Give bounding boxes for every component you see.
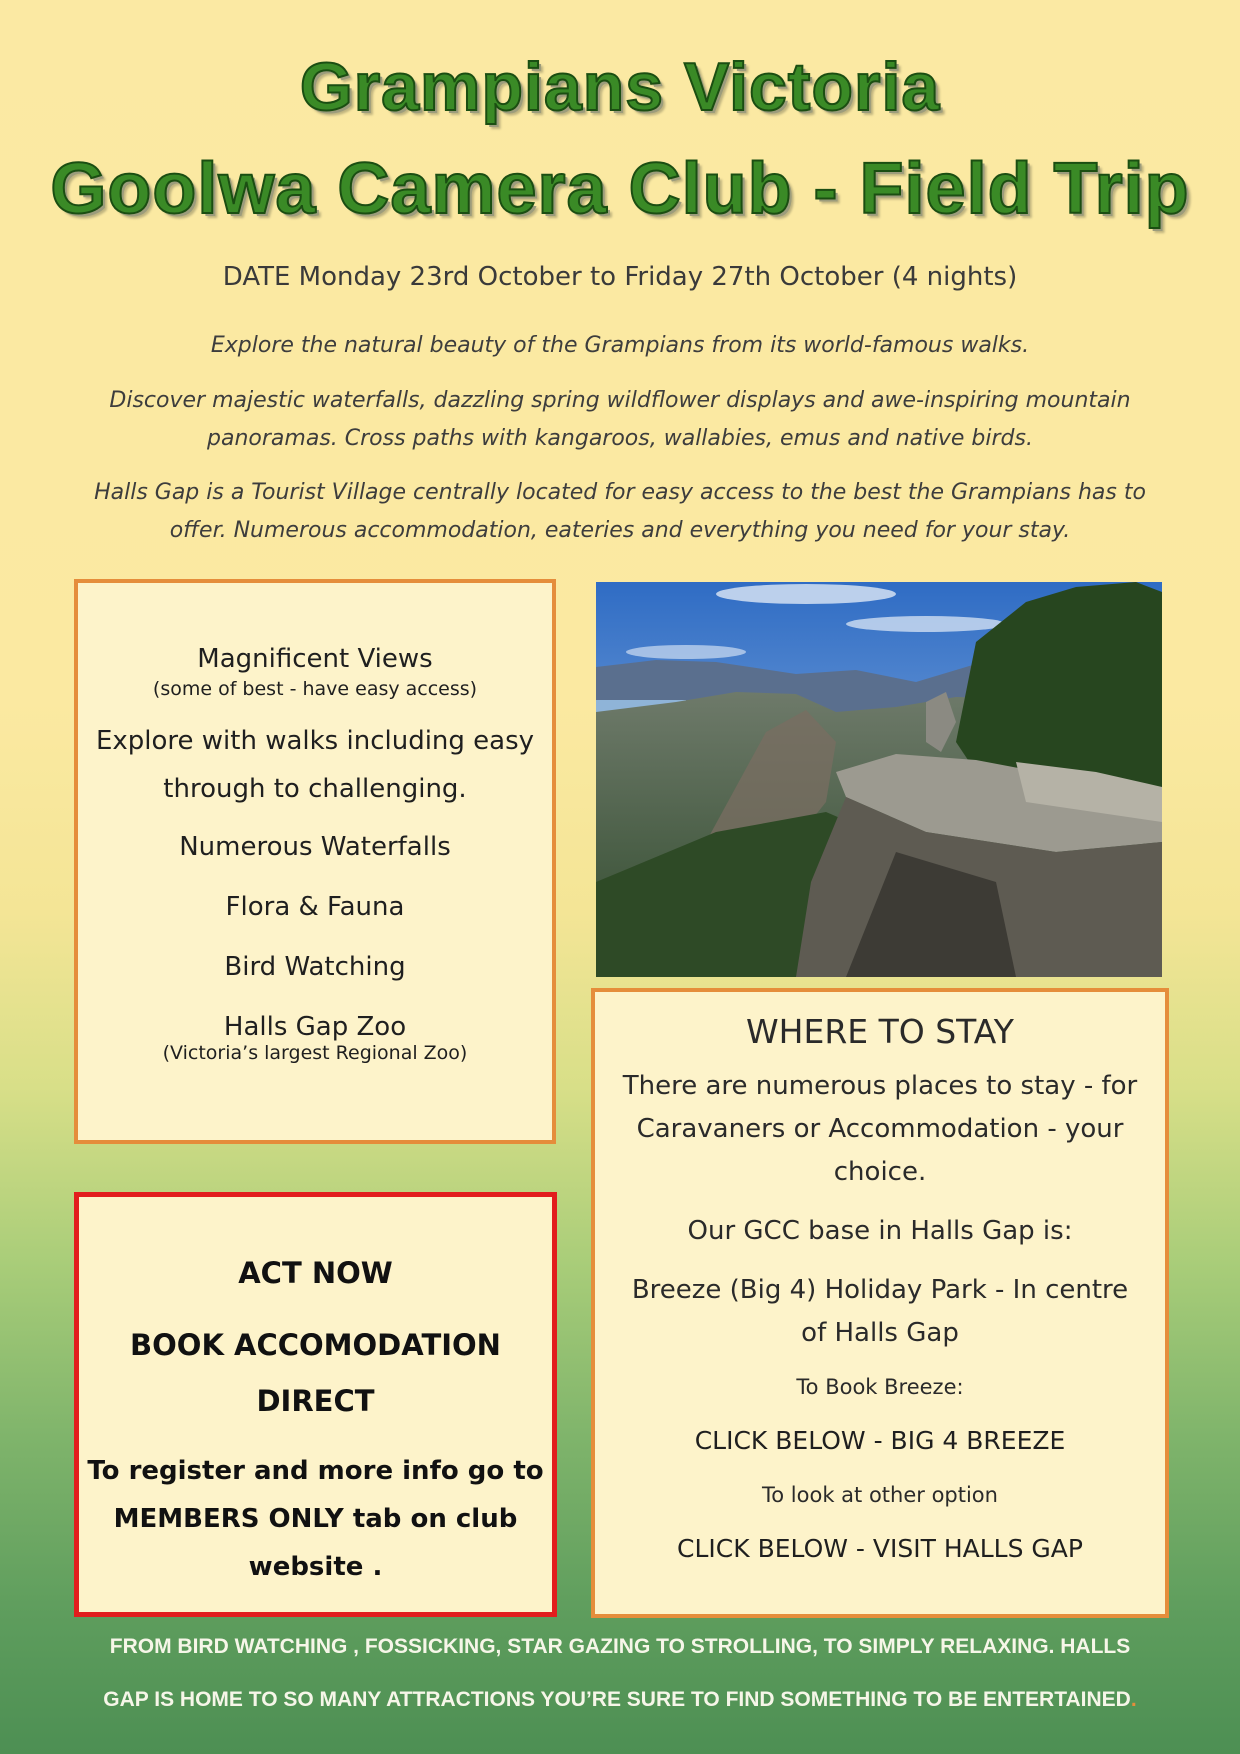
intro-paragraph-3: Halls Gap is a Tourist Village centrally located for easy access to the best the Grampians has to offer. Numerous accommodation, eateries and everything you need for your stay. (94, 480, 1146, 543)
feature-views: Magnificent Views (197, 644, 433, 674)
grampians-landscape-photo (596, 582, 1162, 977)
feature-flora-fauna: Flora & Fauna (225, 892, 405, 922)
book-accommodation-text: BOOK ACCOMODATION DIRECT (130, 1328, 501, 1418)
feature-bird-watching: Bird Watching (224, 952, 406, 982)
trip-date: DATE Monday 23rd October to Friday 27th October (4 nights) (222, 262, 1018, 292)
feature-walks: Explore with walks including easy through to challenging. (95, 726, 535, 804)
feature-zoo: Halls Gap Zoo (223, 1012, 407, 1042)
stay-text-base: Our GCC base in Halls Gap is: (687, 1216, 1073, 1246)
register-info-text: To register and more info go to MEMBERS ONLY tab on club website . (87, 1456, 544, 1582)
feature-zoo-note: (Victoria’s largest Regional Zoo) (162, 1042, 468, 1064)
feature-waterfalls: Numerous Waterfalls (179, 832, 451, 862)
intro-paragraph-1: Explore the natural beauty of the Grampians from its world-famous walks. (210, 333, 1030, 358)
act-now-heading: ACT NOW (238, 1256, 393, 1290)
footer-line-2 (0, 1688, 1240, 1712)
act-now-box (74, 1192, 557, 1617)
where-to-stay-box (591, 988, 1169, 1618)
features-box (74, 579, 556, 1144)
stay-book-label: To Book Breeze: (796, 1375, 964, 1399)
title-line-1: Grampians Victoria (299, 49, 941, 125)
visit-halls-gap-link[interactable]: CLICK BELOW - VISIT HALLS GAP (677, 1534, 1083, 1563)
stay-other-label: To look at other option (762, 1483, 998, 1507)
footer-line-2-text: GAP IS HOME TO SO MANY ATTRACTIONS YOU’RE SURE TO FIND SOMETHING TO BE ENTERTAINED (103, 1688, 1131, 1711)
feature-views-note: (some of best - have easy access) (152, 678, 478, 700)
stay-text-breeze: Breeze (Big 4) Holiday Park - In centre of Halls Gap (631, 1275, 1129, 1348)
stay-heading: WHERE TO STAY (746, 1012, 1014, 1051)
stay-text-options: There are numerous places to stay - for Caravaners or Accommodation - your choice. (622, 1071, 1138, 1187)
intro-paragraph-2: Discover majestic waterfalls, dazzling spring wildflower displays and awe-inspiring mountain panoramas. Cross paths with kangaroos, wallabies, emus and native birds. (109, 388, 1131, 451)
footer-line-2-end: . (1130, 1688, 1137, 1711)
big4-breeze-link[interactable]: CLICK BELOW - BIG 4 BREEZE (694, 1426, 1066, 1455)
footer-line-1: FROM BIRD WATCHING , FOSSICKING, STAR GAZING TO STROLLING, TO SIMPLY RELAXING. HALLS (109, 1635, 1131, 1658)
title-line-2: Goolwa Camera Club - Field Trip (50, 149, 1190, 229)
